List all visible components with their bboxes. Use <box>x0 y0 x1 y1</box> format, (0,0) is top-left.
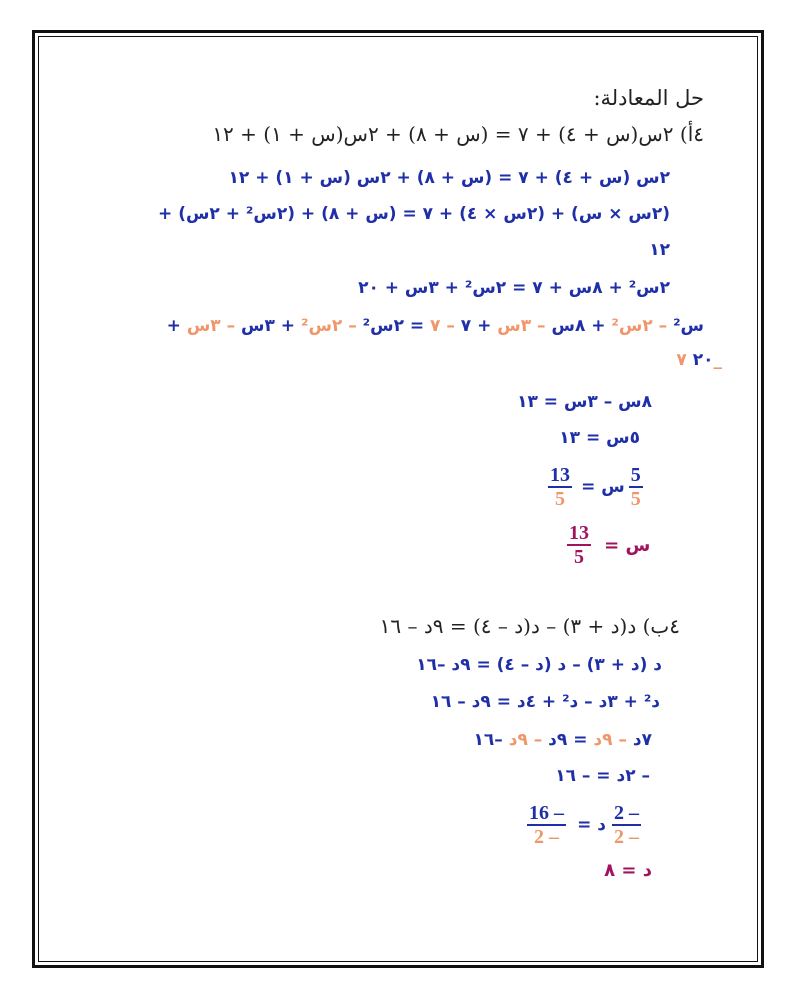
step-b-3-part: ٧د <box>626 730 652 750</box>
cancel-term: – ٣س <box>186 316 236 336</box>
step-a-6: ٥س = ١٣ <box>559 428 640 448</box>
step-b-5 <box>527 802 641 848</box>
problem-a-equation: ٢س(س + ٤) + ٧ = (س + ٨) + ٢س(س + ١) + ١٢ <box>212 122 674 146</box>
step-b-3 <box>474 730 652 750</box>
answer-b: د = ٨ <box>604 860 652 881</box>
fraction-right <box>629 464 643 510</box>
fraction-numerator: 2 – <box>614 802 639 824</box>
answer-a <box>567 522 650 568</box>
step-a-4-part: س² <box>667 316 704 336</box>
step-a-4-part: = ٢س² <box>356 316 431 336</box>
fraction-denominator: 5 <box>555 488 565 510</box>
step-b-1: د (د + ٣) – د (د – ٤) = ٩د –١٦ <box>416 655 662 675</box>
cancel-term: – ٩د <box>508 730 543 750</box>
step-b-2: د² + ٣د – د² + ٤د = ٩د – ١٦ <box>430 692 660 712</box>
answer-variable: س = <box>604 534 651 556</box>
fraction-numerator: 13 <box>550 464 570 486</box>
cancel-term: – ٢س² <box>611 316 668 336</box>
step-a-2-cont: ١٢ <box>649 240 670 260</box>
step-a-5: ٨س – ٣س = ١٣ <box>517 392 652 412</box>
fraction-denominator: 2 – <box>614 826 639 848</box>
step-a-4 <box>167 316 704 336</box>
cancel-term: – ٢س² <box>300 316 357 336</box>
answer-numerator: 13 <box>569 522 589 544</box>
problem-b-label: ٤ب) <box>642 614 680 638</box>
step-a-2: (٢س × س) + (٢س × ٤) + ٧ = (س + ٨) + (٢س² + ٢س) + <box>158 204 670 224</box>
cancel-term: – ٧ <box>430 316 455 336</box>
fraction-left <box>548 464 572 510</box>
fraction-denominator: 2 – <box>534 826 559 848</box>
fraction-left <box>527 802 566 848</box>
problem-b-equation: د(د + ٣) – د(د – ٤) = ٩د – ١٦ <box>379 614 637 638</box>
equals-var: = د <box>577 815 606 835</box>
page-title: حل المعادلة: <box>593 86 704 110</box>
cancel-term: – ٩د <box>593 730 627 750</box>
cancel-term: – ٣س <box>497 316 546 336</box>
fraction-denominator: 5 <box>630 488 641 510</box>
step-a-4-part: + ٨س <box>545 316 612 336</box>
equals-var: = س <box>581 477 625 497</box>
step-a-4-tail: ٢٠ <box>692 350 714 370</box>
step-a-7 <box>548 464 643 510</box>
step-a-4-part: + ٧ <box>454 316 498 336</box>
step-a-4-part: + ٣س <box>235 316 301 336</box>
step-a-3: ٢س² + ٨س + ٧ = ٢س² + ٣س + ٢٠ <box>358 278 670 298</box>
step-a-1: ٢س (س + ٤) + ٧ = (س + ٨) + ٢س (س + ١) + ١٢ <box>228 168 670 188</box>
problem-a <box>212 122 704 146</box>
cancel-term: ٧_ <box>676 350 722 370</box>
step-b-4: – ٢د = – ١٦ <box>555 766 650 786</box>
answer-denominator: 5 <box>574 546 584 568</box>
step-a-4-cont <box>676 350 722 370</box>
problem-a-label: ٤أ) <box>679 122 704 146</box>
step-b-3-part: –١٦ <box>473 730 509 750</box>
fraction-numerator: 5 <box>630 464 641 486</box>
fraction-right <box>612 802 641 848</box>
step-a-4-part: + <box>166 316 187 336</box>
problem-b <box>380 614 680 638</box>
fraction-numerator: 16 – <box>529 802 564 824</box>
step-b-3-part: = ٩د <box>542 730 594 750</box>
answer-fraction <box>567 522 591 568</box>
